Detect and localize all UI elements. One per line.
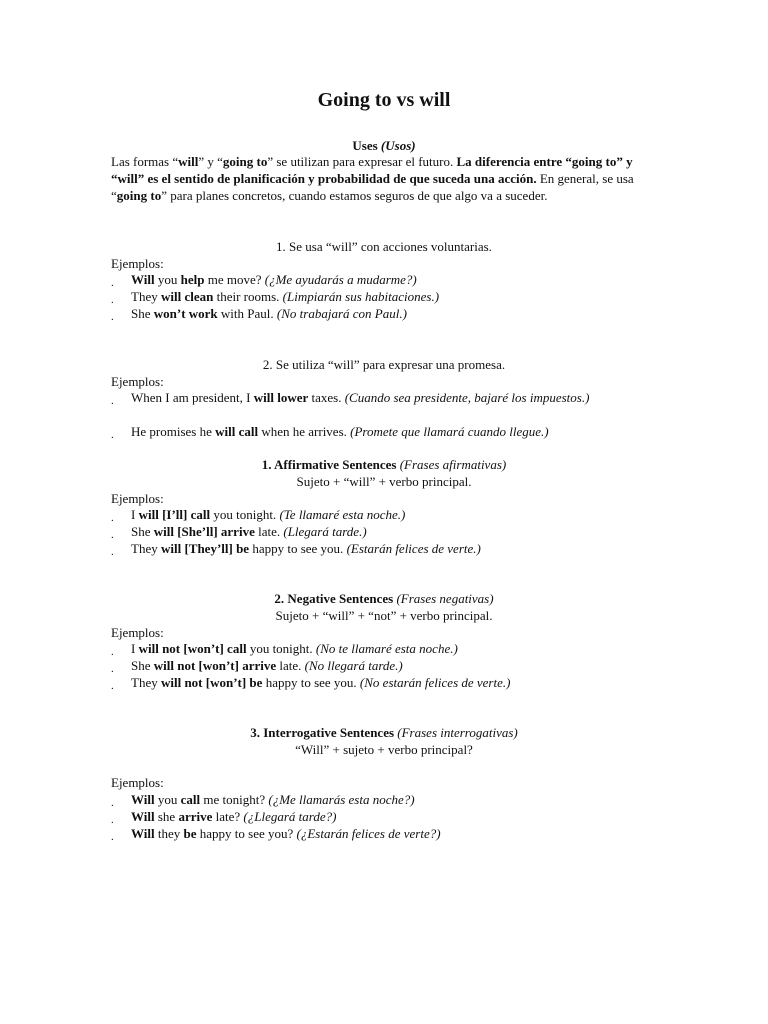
bullet-marker: . xyxy=(111,311,114,323)
bullet-marker: . xyxy=(111,395,114,407)
example-text: She won’t work with Paul. (No trabajará con Paul.) xyxy=(131,306,407,321)
example-text: She will not [won’t] arrive late. (No llegará tarde.) xyxy=(131,658,403,673)
section-heading: 3. Interrogative Sentences (Frases interrogativas) xyxy=(250,725,518,740)
bullet-marker: . xyxy=(111,429,114,441)
bullet-marker: . xyxy=(111,646,114,658)
example-text: I will [I’ll] call you tonight. (Te llamaré esta noche.) xyxy=(131,507,406,522)
example-text: When I am president, I will lower taxes. (Cuando sea presidente, bajaré los impuestos.) xyxy=(131,390,590,405)
bullet-marker: . xyxy=(111,512,114,524)
example-text: Will they be happy to see you? (¿Estarán felices de verte?) xyxy=(131,826,441,841)
formula: Sujeto + “will” + verbo principal. xyxy=(296,474,472,489)
example-text: Will she arrive late? (¿Llegará tarde?) xyxy=(131,809,337,824)
example-text: They will clean their rooms. (Limpiarán sus habitaciones.) xyxy=(131,289,440,304)
example-text: She will [She’ll] arrive late. (Llegará tarde.) xyxy=(131,524,367,539)
page-title: Going to vs will xyxy=(317,89,451,111)
section-heading: 1. Se usa “will” con acciones voluntarias. xyxy=(276,239,492,254)
bullet-marker: . xyxy=(111,797,114,809)
uses-heading: Uses (Usos) xyxy=(352,138,416,153)
bullet-marker: . xyxy=(111,277,114,289)
bullet-marker: . xyxy=(111,529,114,541)
examples-label: Ejemplos: xyxy=(111,374,164,389)
example-text: They will [They’ll] be happy to see you. (Estarán felices de verte.) xyxy=(131,541,481,556)
bullet-marker: . xyxy=(111,814,114,826)
example-text: Will you help me move? (¿Me ayudarás a mudarme?) xyxy=(131,272,417,287)
bullet-marker: . xyxy=(111,663,114,675)
section-heading: 2. Se utiliza “will” para expresar una promesa. xyxy=(262,357,506,372)
example-text: Will you call me tonight? (¿Me llamarás esta noche?) xyxy=(131,792,415,807)
bullet-marker: . xyxy=(111,294,114,306)
example-text: I will not [won’t] call you tonight. (No te llamaré esta noche.) xyxy=(131,641,458,656)
formula: “Will” + sujeto + verbo principal? xyxy=(295,742,473,757)
bullet-marker: . xyxy=(111,680,114,692)
example-text: He promises he will call when he arrives. (Promete que llamará cuando llegue.) xyxy=(131,424,549,439)
bullet-marker: . xyxy=(111,546,114,558)
formula: Sujeto + “will” + “not” + verbo principal. xyxy=(275,608,493,623)
examples-label: Ejemplos: xyxy=(111,491,164,506)
examples-label: Ejemplos: xyxy=(111,256,164,271)
examples-label: Ejemplos: xyxy=(111,625,164,640)
example-text: They will not [won’t] be happy to see you. (No estarán felices de verte.) xyxy=(131,675,511,690)
section-heading: 1. Affirmative Sentences (Frases afirmativas) xyxy=(261,457,507,472)
section-heading: 2. Negative Sentences (Frases negativas) xyxy=(274,591,494,606)
uses-paragraph: Las formas “will” y “going to” se utilizan para expresar el futuro. La diferencia entre “going to” y “will” es el sentido de planificación y probabilidad de que suceda una acción. En general, se usa “going to” para planes concretos, cuando estamos seguros de que algo va a suceder. xyxy=(111,154,634,203)
bullet-marker: . xyxy=(111,831,114,843)
examples-label: Ejemplos: xyxy=(111,775,164,790)
